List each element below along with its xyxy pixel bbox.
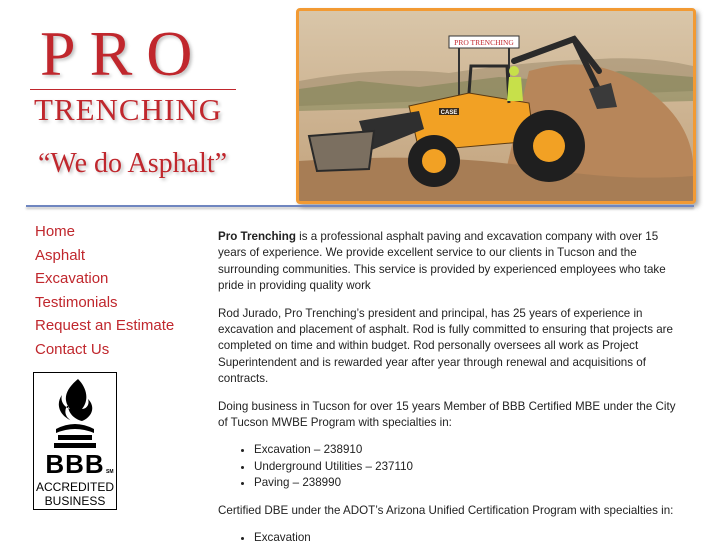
backhoe-photo [296,8,696,204]
list-item: • Underground Utilities – 237110 [254,459,688,475]
mbe-specialties-list [218,442,688,491]
photo-sign-text: PRO TRENCHING [454,38,514,47]
bbb-accredited-badge[interactable] [33,372,117,510]
logo-divider [30,89,236,90]
intro-text: is a professional asphalt paving and excavation company with over 15 years of experience. We provide excellent service to our clients in Tucson and the surrounding communities. This service is provided by experienced employees who take pride in providing quality work [218,230,666,293]
certification-paragraph: Doing business in Tucson for over 15 years Member of BBB Certified MBE under the City of Tucson MWBE Program with specialties in: [218,399,676,430]
logo-pro: PRO [40,18,207,89]
main-content [218,229,688,558]
nav-contact-us[interactable]: Contact Us [35,340,110,358]
bbb-accredited-line: ACCREDITED [35,480,114,494]
bbb-service-mark: SM [106,469,114,475]
nav-asphalt[interactable]: Asphalt [35,246,86,264]
company-name: Pro Trenching [218,230,296,243]
bbb-logo-text: BBB [45,449,105,479]
list-item: • Excavation [254,530,688,546]
header-divider [26,205,694,207]
list-item: • Paving – 238990 [254,475,688,491]
dbe-specialties-list [218,530,688,546]
nav-excavation[interactable]: Excavation [35,270,109,288]
backhoe-illustration [299,11,693,201]
nav-home[interactable]: Home [35,223,76,240]
tagline: “We do Asphalt” [38,148,228,179]
list-item: • Excavation – 238910 [254,442,688,458]
nav-request-estimate[interactable]: Request an Estimate [35,317,175,335]
dbe-paragraph: Certified DBE under the ADOT’s Arizona Unified Certification Program with specialties in: [218,503,674,517]
owner-paragraph: Rod Jurado, Pro Trenching’s president and principal, has 25 years of experience in excavation and placement of asphalt. Rod is fully committed to ensuring that projects are completed on time and within budget. Rod personally oversees all work as Project Superintendent and is rewarded year after year through renewal and acquisitions of contracts. [218,306,673,386]
intro-paragraph [218,229,688,295]
photo-machine-label: CASE [440,110,458,116]
bbb-torch-icon [34,373,116,451]
bbb-business-line: BUSINESS [44,494,106,508]
main-nav [35,220,174,362]
nav-testimonials[interactable]: Testimonials [35,293,118,311]
logo-trenching: TRENCHING [34,92,223,127]
